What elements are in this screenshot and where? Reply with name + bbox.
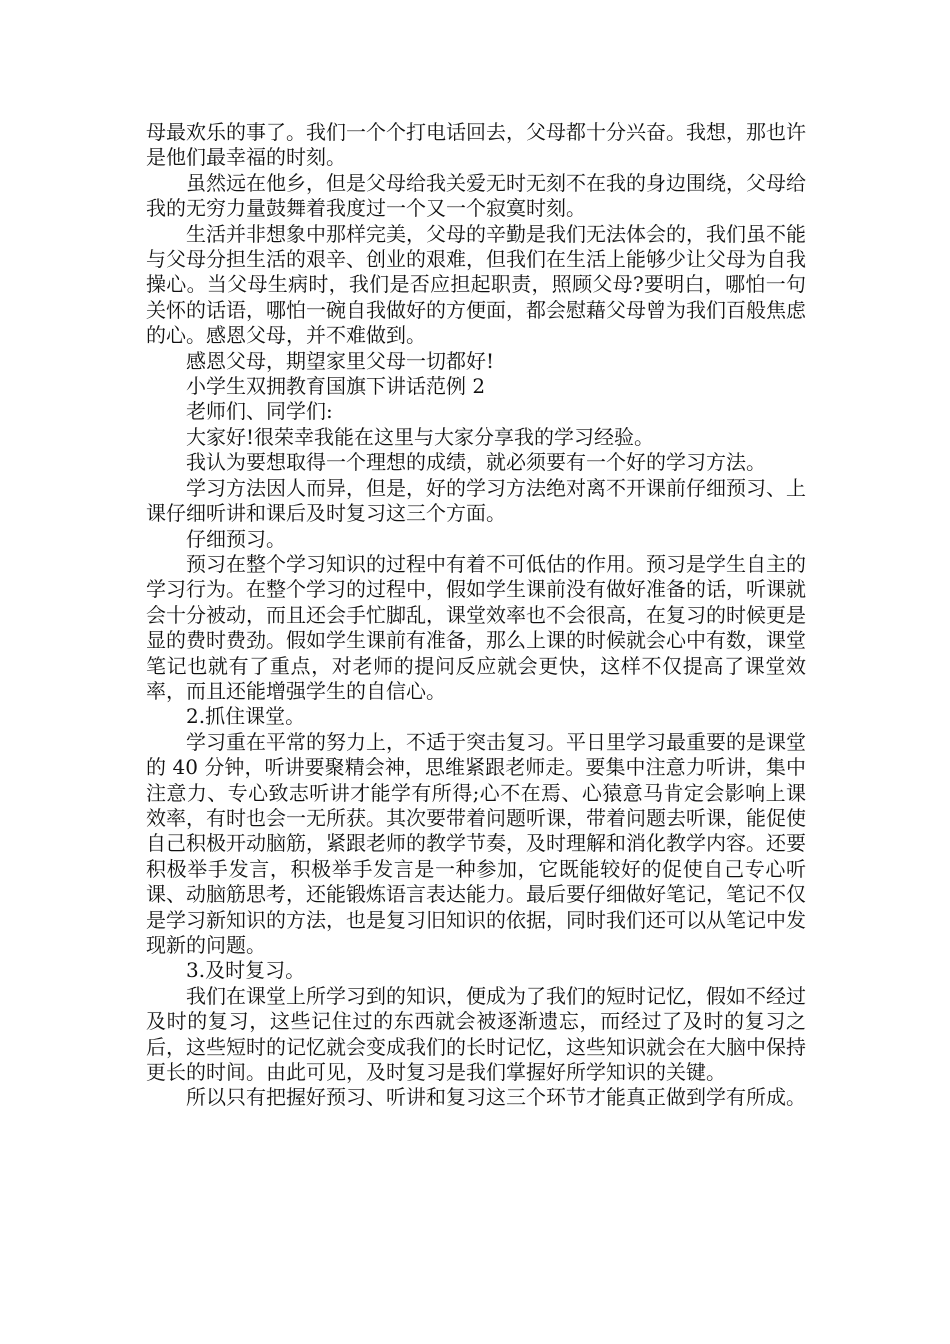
heading-class: 2.抓住课堂。 (186, 704, 306, 729)
heading-preview: 仔细预习。 (186, 526, 286, 551)
paragraph-greeting: 大家好!很荣幸我能在这里与大家分享我的学习经验。 (186, 424, 655, 449)
paragraph-8: 我认为要想取得一个理想的成绩，就必须要有一个好的学习方法。 (186, 450, 766, 475)
document-page (146, 120, 806, 1111)
salutation: 老师们、同学们: (186, 399, 333, 424)
heading-review: 3.及时复习。 (186, 958, 306, 983)
paragraph-11: 预习在整个学习知识的过程中有着不可低估的作用。预习是学生自主的学习行为。在整个学习的过程中，假如学生课前没有做好准备的话，听课就会十分被动，而且还会手忙脚乱，课堂效率也不会很高，在复习的时候更是显的费时费劲。假如学生课前有准备，那么上课的时候就会心中有数，课堂笔记也就有了重点，对老师的提问反应就会更快，这样不仅提高了课堂效率，而且还能增强学生的自信心。 (146, 551, 806, 703)
paragraph-9: 学习方法因人而异，但是，好的学习方法绝对离不开课前仔细预习、上课仔细听讲和课后及时复习这三个方面。 (146, 475, 806, 526)
paragraph-3: 生活并非想象中那样完美，父母的辛勤是我们无法体会的，我们虽不能与父母分担生活的艰辛、创业的艰难，但我们在生活上能够少让父母为自我操心。当父母生病时，我们是否应担起职责，照顾父母?要明白，哪怕一句关怀的话语，哪怕一碗自我做好的方便面，都会慰藉父母曾为我们百般焦虑的心。感恩父母，并不难做到。 (146, 221, 806, 348)
paragraph-1: 母最欢乐的事了。我们一个个打电话回去，父母都十分兴奋。我想，那也许是他们最幸福的时刻。 (146, 120, 806, 170)
section-title: 小学生双拥教育国旗下讲话范例 2 (186, 374, 486, 399)
paragraph-13: 学习重在平常的努力上，不适于突击复习。平日里学习最重要的是课堂的 40 分钟，听讲要聚精会神，思维紧跟老师走。要集中注意力听讲，集中注意力、专心致志听讲才能学有所得;心不在焉、心猿意马肯定会影响上课效率，有时也会一无所获。其次要带着问题听课，带着问题去听课，能促使自己积极开动脑筋，紧跟老师的教学节奏，及时理解和消化教学内容。还要积极举手发言，积极举手发言是一种参加，它既能较好的促使自己专心听课、动脑筋思考，还能锻炼语言表达能力。最后要仔细做好笔记，笔记不仅是学习新知识的方法，也是复习旧知识的依据，同时我们还可以从笔记中发现新的问题。 (146, 729, 806, 957)
paragraph-16: 所以只有把握好预习、听讲和复习这三个环节才能真正做到学有所成。 (186, 1085, 806, 1110)
paragraph-15: 我们在课堂上所学习到的知识，便成为了我们的短时记忆，假如不经过及时的复习，这些记住过的东西就会被逐渐遗忘，而经过了及时的复习之后，这些短时的记忆就会变成我们的长时记忆，这些知识就会在大脑中保持更长的时间。由此可见，及时复习是我们掌握好所学知识的关键。 (146, 983, 806, 1085)
paragraph-4: 感恩父母，期望家里父母一切都好! (186, 348, 495, 373)
paragraph-2: 虽然远在他乡，但是父母给我关爱无时无刻不在我的身边围绕，父母给我的无穷力量鼓舞着我度过一个又一个寂寞时刻。 (146, 170, 806, 221)
